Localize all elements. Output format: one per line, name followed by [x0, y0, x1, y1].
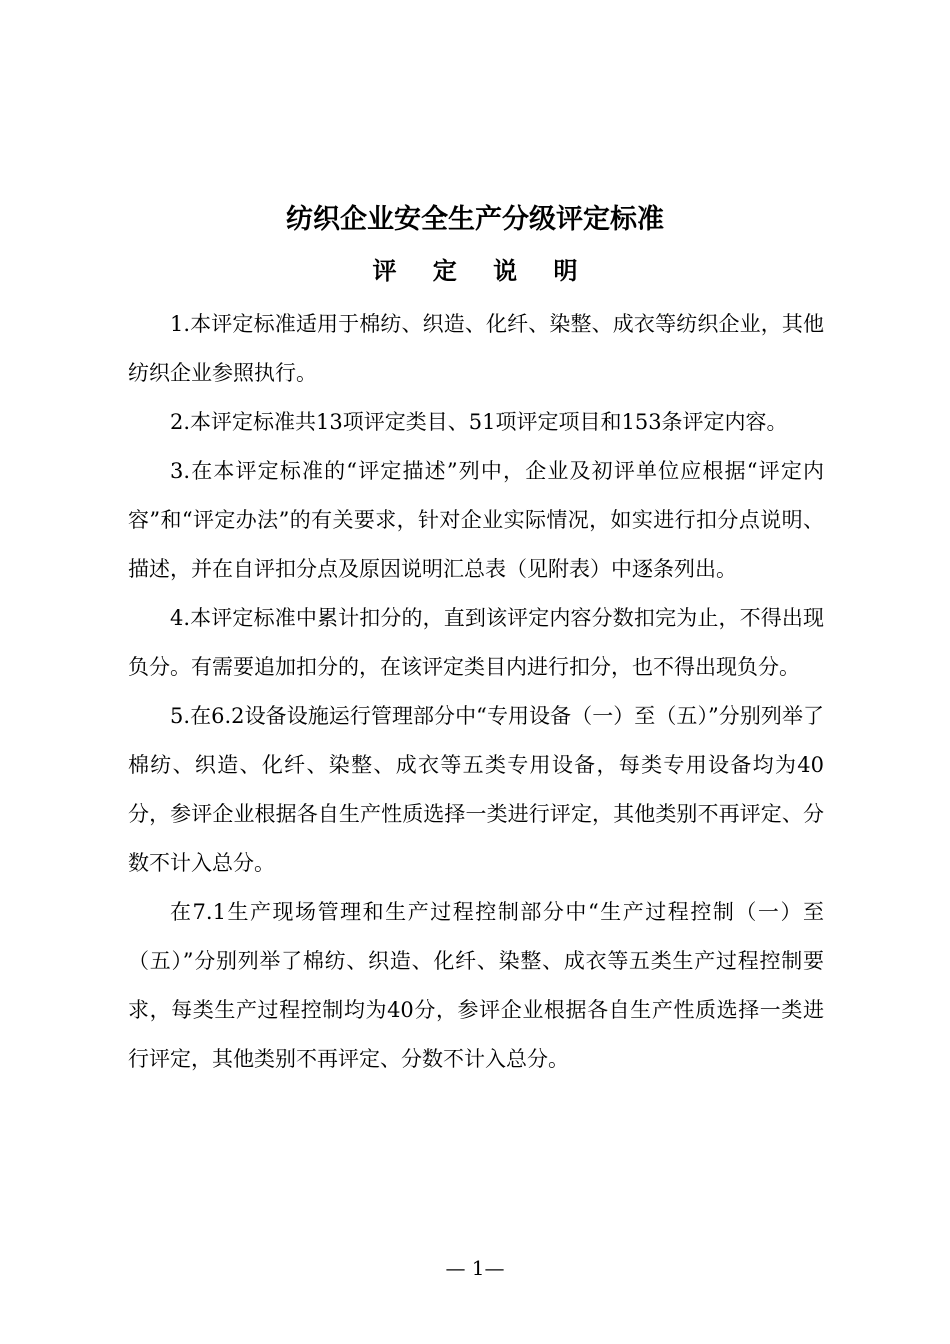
section-heading: 评 定 说 明 [372, 257, 592, 285]
paragraph-5: 5.在6.2设备设施运行管理部分中“专用设备（一）至（五）”分别列举了棉纺、织造、化纤、染整、成衣等五类专用设备，每类专用设备均为40分，参评企业根据各自生产性质选择一类进行评定，其他类别不再评定、分数不计入总分。 [128, 704, 824, 875]
paragraph-1: 1.本评定标准适用于棉纺、织造、化纤、染整、成衣等纺织企业，其他纺织企业参照执行。 [128, 312, 824, 385]
paragraph-3: 3.在本评定标准的“评定描述”列中，企业及初评单位应根据“评定内容”和“评定办法”的有关要求，针对企业实际情况，如实进行扣分点说明、描述，并在自评扣分点及原因说明汇总表（见附表）中逐条列出。 [128, 459, 824, 581]
document-title: 纺织企业安全生产分级评定标准 [286, 204, 664, 235]
document-body [128, 300, 824, 1084]
paragraph-6: 在7.1生产现场管理和生产过程控制部分中“生产过程控制（一）至（五）”分别列举了棉纺、织造、化纤、染整、成衣等五类生产过程控制要求，每类生产过程控制均为40分，参评企业根据各自生产性质选择一类进行评定，其他类别不再评定、分数不计入总分。 [128, 900, 824, 1071]
paragraph-2: 2.本评定标准共13项评定类目、51项评定项目和153条评定内容。 [170, 410, 788, 434]
paragraph-4: 4.本评定标准中累计扣分的，直到该评定内容分数扣完为止，不得出现负分。有需要追加扣分的，在该评定类目内进行扣分，也不得出现负分。 [128, 606, 824, 679]
page-number: — 1— [445, 1256, 505, 1280]
